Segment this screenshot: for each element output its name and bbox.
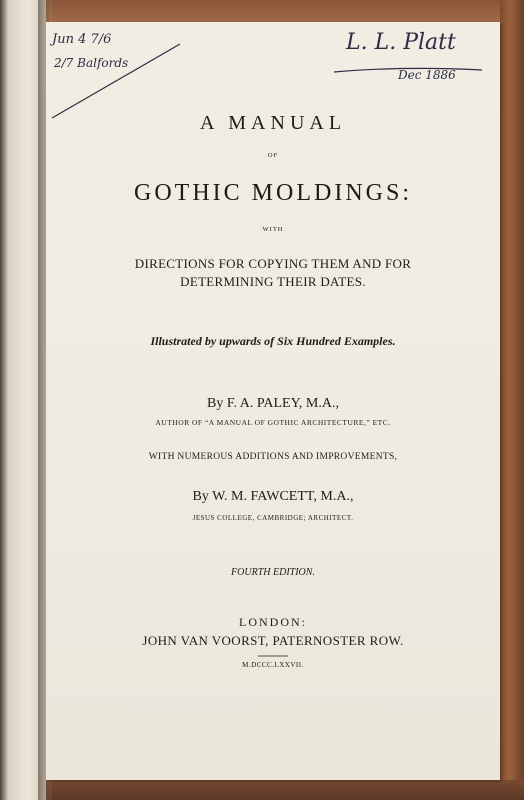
handwritten-price-note: Jun 4 7/6 — [52, 32, 112, 47]
edition: FOURTH EDITION. — [231, 567, 315, 578]
book-top-edge — [46, 0, 524, 22]
editor-byline: By W. M. FAWCETT, M.A., — [192, 489, 354, 504]
signature-date: Dec 1886 — [398, 68, 456, 82]
title-with: WITH — [262, 226, 284, 233]
book-bottom-edge — [0, 780, 524, 800]
subtitle-line-2: DETERMINING THEIR DATES. — [180, 274, 366, 289]
illustrated-note: Illustrated by upwards of Six Hundred Examples. — [150, 334, 396, 348]
imprint-city: LONDON: — [239, 615, 307, 629]
author-byline: By F. A. PALEY, M.A., — [207, 396, 339, 411]
imprint-publisher: JOHN VAN VOORST, PATERNOSTER ROW. — [142, 633, 404, 648]
editor-credit: JESUS COLLEGE, CAMBRIDGE; ARCHITECT. — [192, 514, 354, 522]
book-cover-edge — [500, 0, 524, 800]
owner-signature: L. L. Platt — [346, 30, 456, 55]
title-page — [46, 22, 500, 780]
title-of: OF — [267, 152, 279, 159]
handwritten-slash-stroke — [48, 40, 188, 122]
imprint-year: M.DCCC.LXXVII. — [242, 661, 304, 669]
additions-line: WITH NUMEROUS ADDITIONS AND IMPROVEMENTS, — [148, 452, 398, 462]
handwritten-seller-note: 2/7 Balfords — [54, 56, 129, 70]
imprint-rule — [258, 654, 288, 658]
author-credit: AUTHOR OF “A MANUAL OF GOTHIC ARCHITECTURE,” ETC. — [155, 418, 391, 427]
title-line-1: A MANUAL — [199, 112, 347, 134]
title-line-2: GOTHIC MOLDINGS: — [134, 180, 412, 206]
subtitle-line-1: DIRECTIONS FOR COPYING THEM AND FOR — [134, 256, 412, 271]
